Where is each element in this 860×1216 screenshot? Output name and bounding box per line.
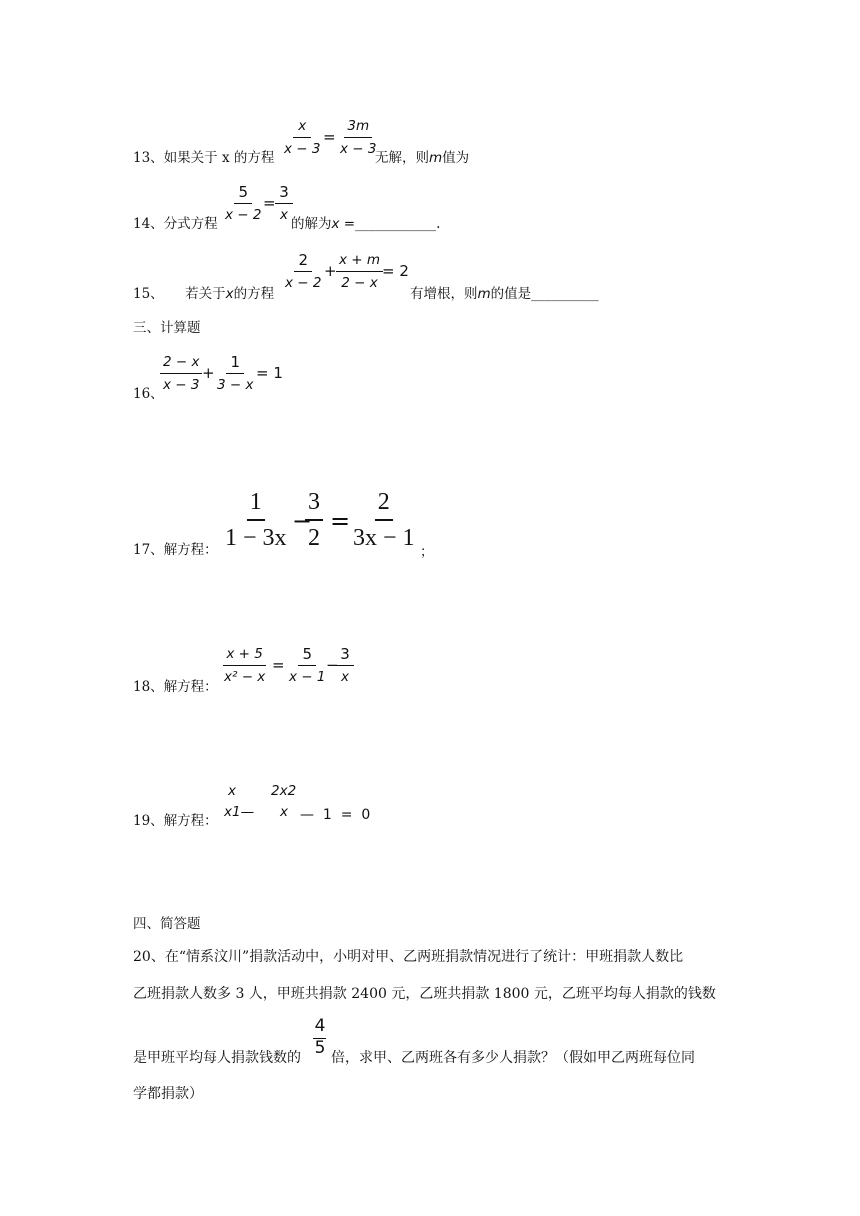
q20-fraction-bar <box>313 1038 326 1039</box>
q20-fraction <box>311 1017 329 1057</box>
q16-number: 16、 <box>133 386 164 402</box>
q17-label: 解方程： <box>163 542 218 558</box>
q15-term1-numerator: 2 <box>294 251 312 272</box>
q18-term2-denominator: x − 1 <box>289 669 326 685</box>
q14-lhs-fraction <box>222 183 264 224</box>
q15-rhs: = 2 <box>382 262 409 280</box>
q18-term3-fraction <box>336 645 354 686</box>
q20-fraction-numerator: 4 <box>314 1016 326 1036</box>
q17-term1-denominator: 1 − 3x <box>225 525 287 551</box>
q15-term1-fraction <box>282 251 324 292</box>
q18-term1-numerator: x + 5 <box>223 645 265 666</box>
q13-var: m <box>429 150 443 166</box>
q14-suffix <box>291 212 440 232</box>
q17-number: 17、 <box>133 542 164 558</box>
q20-line-3-after: 倍，求甲、乙两班各有多少人捐款？（假如甲乙两班每位同 <box>331 1050 695 1066</box>
q14-answer-prefix: x = <box>331 216 356 232</box>
q18-minus: − <box>326 656 339 674</box>
q13-rhs-fraction <box>337 117 379 158</box>
q17-term1-fraction <box>222 487 290 553</box>
q14-rhs-numerator: 3 <box>275 183 293 204</box>
q18-term1-fraction <box>221 645 268 686</box>
q19-number: 19、 <box>133 813 164 829</box>
q20-fraction-denominator: 5 <box>314 1038 326 1058</box>
q15-prefix <box>133 282 274 302</box>
q16-plus: + <box>202 364 215 382</box>
q17-term2-fraction <box>305 487 323 553</box>
q15-var: x <box>225 286 234 302</box>
q16-term2-numerator: 1 <box>226 353 244 374</box>
q15-text-before: 若关于 <box>185 286 226 302</box>
q19-term1-denominator: x1— <box>224 804 255 820</box>
q17-term3-numerator: 2 <box>375 487 393 521</box>
q13-prefix <box>133 146 274 166</box>
q18-term3-denominator: x <box>341 669 349 685</box>
q17-term3-denominator: 3x − 1 <box>353 525 415 551</box>
q14-text-before: 分式方程 <box>163 216 218 232</box>
q13-text-before: 如果关于 x 的方程 <box>163 150 275 166</box>
q20-line-1: 20、在“情系汶川”捐款活动中，小明对甲、乙两班捐款情况进行了统计：甲班捐款人数比 <box>133 949 684 965</box>
q14-number: 14、 <box>133 216 164 232</box>
q15-suffix <box>410 282 599 302</box>
q20-line-4: 学都捐款） <box>133 1086 203 1102</box>
q13-lhs-fraction <box>281 117 323 158</box>
q14-lhs-denominator: x − 2 <box>225 207 262 223</box>
q13-text-mid: 无解，则 <box>375 150 429 166</box>
q14-rhs-denominator: x <box>280 207 288 223</box>
q18-number: 18、 <box>133 679 164 695</box>
q17-equals: = <box>330 507 351 535</box>
q14-text-mid: 的解为 <box>291 216 332 232</box>
q15-number: 15、 <box>133 286 164 302</box>
section-3-heading: 三、计算题 <box>133 320 201 336</box>
q13-rhs-numerator: 3m <box>344 117 372 138</box>
q13-equals: = <box>323 128 336 146</box>
q18-term2-fraction <box>286 645 328 686</box>
q16-term2-denominator: 3 − x <box>217 377 254 393</box>
q17-term2-denominator: 2 <box>308 525 320 551</box>
q19-term1-numerator: x <box>228 783 236 799</box>
q13-number: 13、 <box>133 150 164 166</box>
q15-answer-blank[interactable]: __________ <box>531 286 599 302</box>
q14-answer-blank[interactable]: ____________ <box>355 216 437 232</box>
q19-label: 解方程： <box>163 813 218 829</box>
q16-term1-denominator: x − 3 <box>163 377 200 393</box>
q15-var2: m <box>477 286 491 302</box>
section-4-heading: 四、简答题 <box>133 916 201 932</box>
q15-plus: + <box>324 262 337 280</box>
q16-rhs: = 1 <box>256 364 283 382</box>
q18-label: 解方程： <box>163 679 218 695</box>
q18-prefix <box>133 675 218 695</box>
q17-prefix <box>133 538 218 558</box>
q19-prefix <box>133 809 218 829</box>
q17-end: ； <box>420 544 434 560</box>
q14-lhs-numerator: 5 <box>234 183 252 204</box>
q19-term1 <box>224 781 254 823</box>
q15-text-mid: 的方程 <box>233 286 275 302</box>
q14-prefix <box>133 212 218 232</box>
q18-term1-denominator: x² − x <box>224 669 266 685</box>
q17-term1-numerator: 1 <box>247 487 265 521</box>
q13-suffix <box>375 146 469 166</box>
q15-term2-numerator: x + m <box>336 251 383 272</box>
q18-term3-numerator: 3 <box>336 645 354 666</box>
q19-term2 <box>271 781 296 823</box>
q13-lhs-denominator: x − 3 <box>284 141 321 157</box>
q16-term1-numerator: 2 − x <box>160 353 202 374</box>
q19-term2-numerator: 2x2 <box>271 783 297 799</box>
q16-term1-fraction <box>160 353 202 394</box>
q20-line-3-before: 是甲班平均每人捐款钱数的 <box>133 1050 301 1066</box>
q13-text-after: 值为 <box>442 150 470 166</box>
q15-term2-fraction <box>336 251 383 292</box>
q15-text-end: 的值是 <box>490 286 532 302</box>
q19-tail: — 1 = 0 <box>300 807 371 823</box>
q15-term2-denominator: 2 − x <box>341 275 378 291</box>
q14-equals: = <box>263 194 276 212</box>
q17-minus: − <box>292 507 313 535</box>
q13-rhs-denominator: x − 3 <box>340 141 377 157</box>
q19-term2-denominator: x <box>280 804 288 820</box>
q20-line-2: 乙班捐款人数多 3 人，甲班共捐款 2400 元，乙班共捐款 1800 元，乙班平均每人捐款的钱数 <box>133 986 716 1002</box>
q18-term2-numerator: 5 <box>298 645 316 666</box>
q16-term2-fraction <box>214 353 256 394</box>
q17-term3-fraction <box>350 487 418 553</box>
q17-term2-numerator: 3 <box>305 487 323 521</box>
q15-term1-denominator: x − 2 <box>285 275 322 291</box>
q18-equals: = <box>272 656 285 674</box>
q13-lhs-numerator: x <box>293 117 311 138</box>
q15-text-after: 有增根，则 <box>410 286 478 302</box>
q14-end: . <box>436 216 441 232</box>
